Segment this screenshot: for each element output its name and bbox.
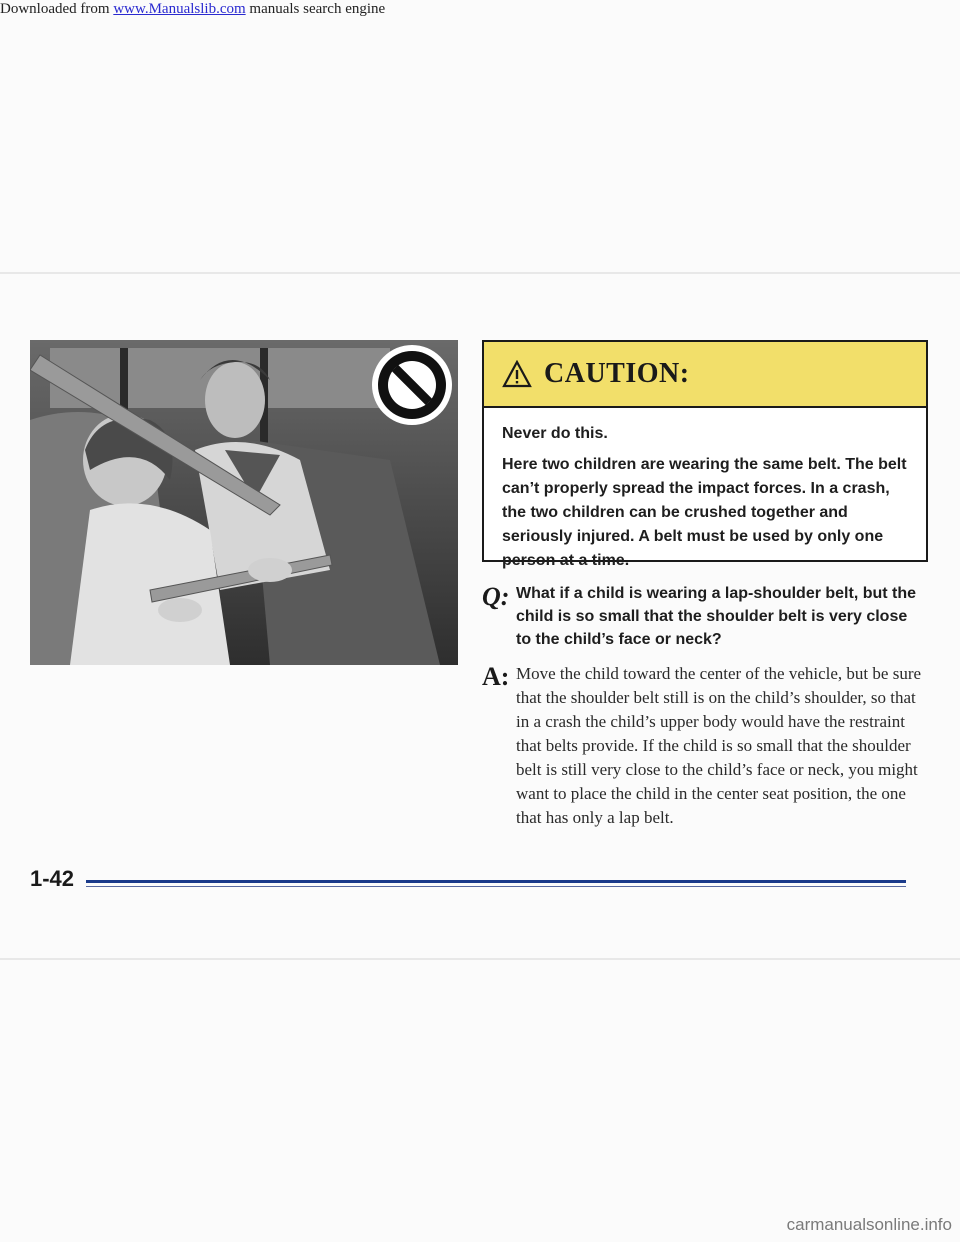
- caution-box: [482, 340, 928, 569]
- caution-paragraph: Never do this.: [502, 425, 608, 442]
- watermark: carmanualsonline.info: [786, 1215, 952, 1234]
- question-mark: Q:: [482, 582, 510, 611]
- question-block: [482, 582, 922, 651]
- warning-triangle-icon: [502, 360, 532, 388]
- download-header: [0, 0, 960, 18]
- header-prefix: Downloaded from: [0, 1, 114, 17]
- answer-mark: A:: [482, 662, 510, 691]
- caution-body: [484, 408, 926, 573]
- answer-text: Move the child toward the center of the vehicle, but be sure that the shoulder belt still is on the child’s shoulder, so that in a crash the child’s upper body would have the restraint that belts provide. If the child is so small that the shoulder belt is still very close to the child’s face or neck, you might want to place the child in the center seat position, the one that has only a lap belt.: [516, 664, 922, 827]
- page-bottom-edge: [0, 958, 960, 960]
- illustration-drawing: [30, 340, 458, 665]
- question-text: What if a child is wearing a lap-shoulder belt, but the child is so small that the shoulder belt is very close to the child’s face or neck?: [516, 585, 917, 648]
- caution-title: CAUTION:: [544, 358, 690, 389]
- caution-paragraph: Here two children are wearing the same belt. The belt can’t properly spread the impact forces. In a crash, the two children can be crushed together and seriously injured. A belt must be used by only one person at a time.: [502, 456, 907, 569]
- manualslib-link[interactable]: www.Manualslib.com: [113, 1, 246, 17]
- answer-block: [482, 662, 922, 830]
- footer-rule-thin: [86, 886, 906, 887]
- header-suffix: manuals search engine: [245, 1, 386, 17]
- page-top-edge: [0, 272, 960, 274]
- caution-header: [484, 342, 926, 408]
- page-number: 1-42: [30, 866, 75, 891]
- footer-rule: [86, 880, 906, 883]
- illustration-two-children-one-belt: [30, 340, 458, 665]
